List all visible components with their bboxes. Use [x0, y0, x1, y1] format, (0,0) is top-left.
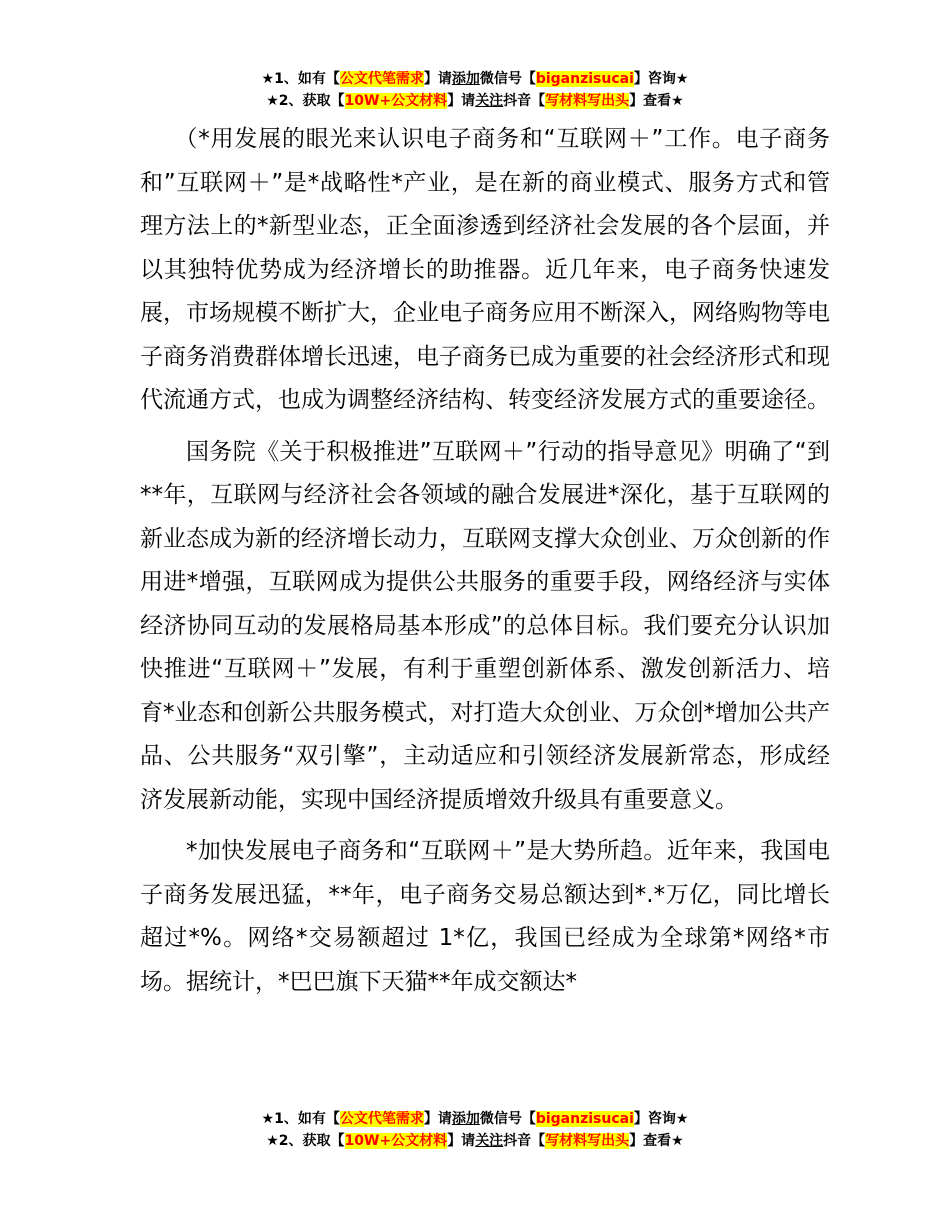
banner-text: 】咨询★ — [633, 1111, 689, 1127]
banner-text: 抖音【 — [503, 1133, 546, 1149]
banner-text: 】查看★ — [629, 93, 684, 109]
header-banner — [0, 68, 950, 112]
highlight-service: 公文代笔需求 — [339, 71, 424, 87]
highlight-wechat-id: biganzisucai — [535, 71, 634, 87]
highlight-douyin-id: 写材料写出头 — [545, 1133, 630, 1149]
banner-text: 抖音【 — [503, 93, 546, 109]
banner-line-1 — [0, 68, 950, 90]
banner-text: 】请 — [423, 71, 452, 87]
paragraph: （*用发展的眼光来认识电子商务和“互联网＋”工作。电子商务和”互联网＋”是*战略性*产业，是在新的商业模式、服务方式和管理方法上的*新型业态，正全面渗透到经济社会发展的各个层面，并以其独特优势成为经济增长的助推器。近几年来，电子商务快速发展，市场规模不断扩大，企业电子商务应用不断深入，网络购物等电子商务消费群体增长迅速，电子商务已成为重要的社会经济形式和现代流通方式，也成为调整经济结构、转变经济发展方式的重要途径。 — [140, 126, 830, 413]
banner-text: 】请 — [447, 1133, 476, 1149]
highlight-materials: 10W+公文材料 — [344, 93, 448, 109]
underlined-word: 关注 — [475, 93, 504, 109]
banner-line-2 — [0, 90, 950, 112]
footer-banner — [0, 1108, 950, 1152]
banner-line-2 — [0, 1130, 950, 1152]
banner-line-1 — [0, 1108, 950, 1130]
highlight-douyin-id: 写材料写出头 — [545, 93, 630, 109]
banner-text: 】请 — [447, 93, 476, 109]
highlight-service: 公文代笔需求 — [339, 1111, 424, 1127]
document-body — [140, 118, 830, 1012]
banner-text: ★1、如有 — [261, 71, 326, 87]
banner-text: 微信号【 — [479, 71, 536, 87]
highlight-wechat-id: biganzisucai — [535, 1111, 634, 1127]
paragraph: *加快发展电子商务和“互联网＋”是大势所趋。近年来，我国电子商务发展迅猛，**年，电子商务交易总额达到*.*万亿，同比增长超过*%。网络*交易额超过 1*亿，我国已经成为全球第*网络*市场。据统计，*巴巴旗下天猫**年成交额达* — [140, 838, 830, 995]
underlined-word: 关注 — [475, 1133, 504, 1149]
banner-text: 】咨询★ — [633, 71, 689, 87]
banner-text: ★1、如有 — [261, 1111, 326, 1127]
banner-text: 微信号【 — [479, 1111, 536, 1127]
banner-text: 】请 — [423, 1111, 452, 1127]
paragraph: 国务院《关于积极推进”互联网＋”行动的指导意见》明确了“到**年，互联网与经济社会各领域的融合发展进*深化，基于互联网的新业态成为新的经济增长动力，互联网支撑大众创业、万众创新的作用进*增强，互联网成为提供公共服务的重要手段，网络经济与实体经济协同互动的发展格局基本形成”的总体目标。我们要充分认识加快推进“互联网＋”发展，有利于重塑创新体系、激发创新活力、培育*业态和创新公共服务模式，对打造大众创业、万众创*增加公共产品、公共服务“双引擎”，主动适应和引领经济发展新常态，形成经济发展新动能，实现中国经济提质增效升级具有重要意义。 — [140, 438, 830, 813]
banner-text: ★2、获取【 — [266, 1133, 345, 1149]
underlined-word: 添加 — [451, 71, 480, 87]
banner-text: 【 — [325, 1111, 340, 1127]
banner-text: 】查看★ — [629, 1133, 684, 1149]
underlined-word: 添加 — [451, 1111, 480, 1127]
banner-text: 【 — [325, 71, 340, 87]
banner-text: ★2、获取【 — [266, 93, 345, 109]
highlight-materials: 10W+公文材料 — [344, 1133, 448, 1149]
